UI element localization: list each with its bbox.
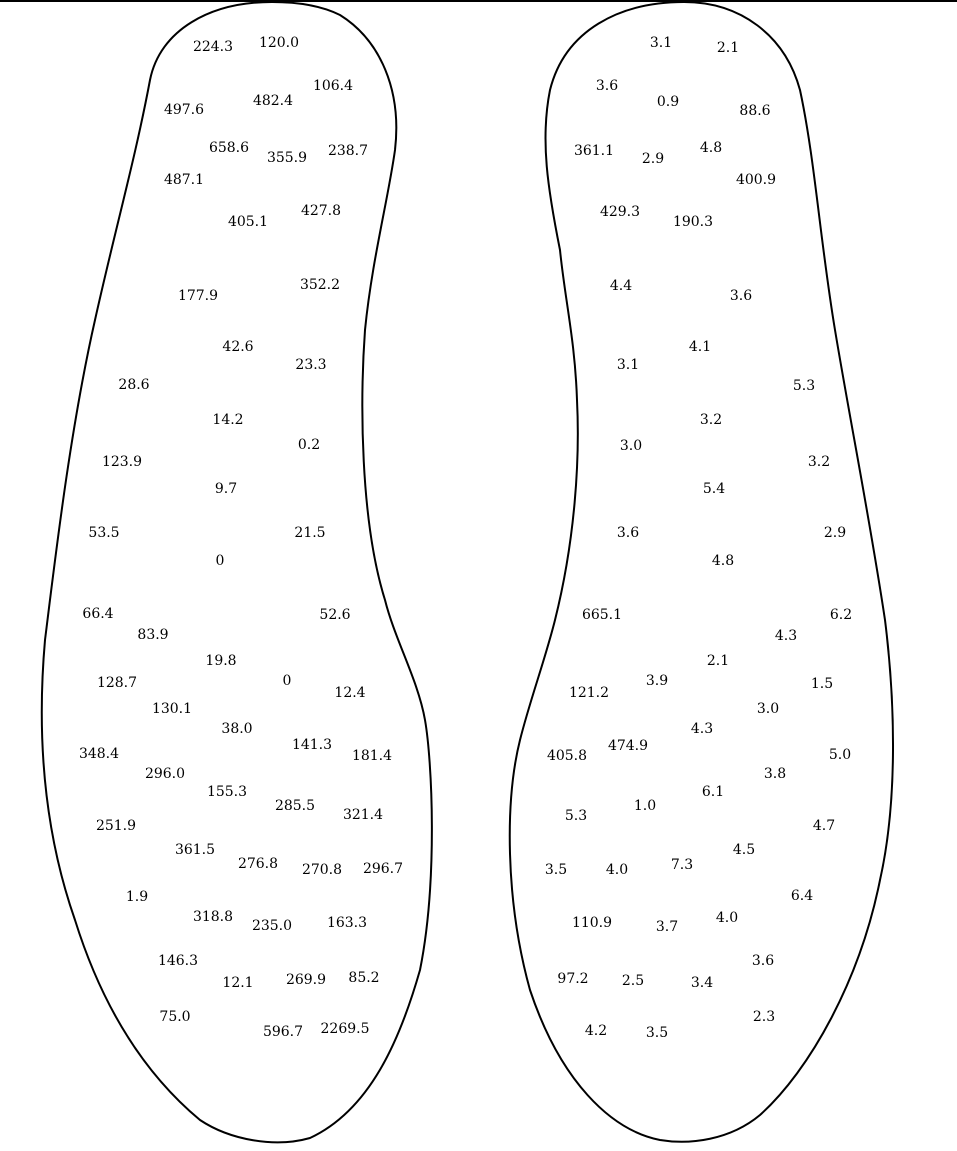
left-foot-value-55: 2269.5 — [320, 1021, 370, 1037]
left-foot-value-19: 123.9 — [101, 454, 143, 470]
right-foot-value-51: 3.4 — [690, 975, 714, 991]
right-foot-value-36: 3.8 — [763, 766, 787, 782]
right-foot-value-40: 4.7 — [812, 818, 836, 834]
left-foot-value-21: 53.5 — [88, 525, 120, 541]
right-foot-value-14: 4.1 — [688, 339, 712, 355]
left-foot-value-48: 163.3 — [326, 915, 368, 931]
right-foot-value-10: 429.3 — [599, 204, 641, 220]
right-foot-value-25: 6.2 — [829, 607, 853, 623]
right-foot-values — [545, 35, 852, 1041]
left-foot-value-35: 181.4 — [351, 748, 393, 764]
right-foot-value-17: 3.2 — [699, 412, 723, 428]
right-foot-value-50: 2.5 — [621, 973, 645, 989]
left-foot-value-6: 658.6 — [208, 140, 250, 156]
right-foot-value-6: 361.1 — [573, 143, 615, 159]
right-foot-value-35: 5.0 — [828, 747, 852, 763]
right-foot-value-43: 4.0 — [605, 862, 629, 878]
left-foot-value-44: 296.7 — [362, 861, 404, 877]
left-foot-value-5: 482.4 — [252, 93, 294, 109]
right-foot-value-4: 0.9 — [656, 94, 680, 110]
left-foot-value-12: 177.9 — [177, 288, 219, 304]
left-foot-value-42: 276.8 — [237, 856, 279, 872]
right-foot-value-12: 4.4 — [609, 278, 633, 294]
left-foot-value-22: 21.5 — [294, 525, 326, 541]
left-foot-value-39: 321.4 — [342, 807, 384, 823]
right-foot-value-2: 2.1 — [716, 40, 740, 56]
left-foot-value-51: 269.9 — [285, 972, 327, 988]
left-foot-value-14: 42.6 — [222, 339, 254, 355]
left-foot-value-27: 19.8 — [205, 653, 237, 669]
left-foot-value-38: 285.5 — [274, 798, 316, 814]
right-foot-value-9: 400.9 — [735, 172, 777, 188]
right-foot-value-31: 3.0 — [756, 701, 780, 717]
right-foot-value-44: 7.3 — [670, 857, 694, 873]
left-foot-value-20: 9.7 — [214, 481, 238, 497]
right-foot-value-20: 5.4 — [702, 481, 726, 497]
right-foot-value-7: 2.9 — [641, 151, 665, 167]
left-foot-value-47: 235.0 — [251, 918, 293, 934]
left-foot-value-4: 497.6 — [163, 102, 205, 118]
left-foot-value-41: 361.5 — [174, 842, 216, 858]
right-foot-value-8: 4.8 — [699, 140, 723, 156]
right-foot-value-30: 1.5 — [810, 676, 834, 692]
right-foot-value-53: 4.2 — [584, 1023, 608, 1039]
right-foot-value-27: 2.1 — [706, 653, 730, 669]
right-foot-value-22: 2.9 — [823, 525, 847, 541]
right-foot-value-55: 2.3 — [752, 1009, 776, 1025]
left-foot-value-7: 355.9 — [266, 150, 308, 166]
left-foot-value-52: 85.2 — [348, 970, 380, 986]
right-foot-value-28: 3.9 — [645, 673, 669, 689]
right-foot-value-3: 3.6 — [595, 78, 619, 94]
left-foot-value-53: 75.0 — [159, 1009, 191, 1025]
right-foot-value-34: 405.8 — [546, 748, 588, 764]
right-foot-value-21: 3.6 — [616, 525, 640, 541]
left-foot-value-10: 405.1 — [227, 214, 269, 230]
left-foot-value-2: 120.0 — [258, 35, 300, 51]
left-foot-value-18: 0.2 — [297, 437, 321, 453]
right-foot-value-47: 3.7 — [655, 919, 679, 935]
left-foot-value-49: 146.3 — [157, 953, 199, 969]
left-foot-value-9: 487.1 — [163, 172, 205, 188]
right-foot-value-24: 665.1 — [581, 607, 623, 623]
left-foot-value-37: 155.3 — [206, 784, 248, 800]
left-foot-value-24: 66.4 — [82, 606, 114, 622]
left-foot-value-25: 52.6 — [319, 607, 351, 623]
right-foot-value-33: 474.9 — [607, 738, 649, 754]
right-foot-value-29: 121.2 — [568, 685, 610, 701]
left-foot-value-1: 224.3 — [192, 39, 234, 55]
right-foot-value-19: 3.2 — [807, 454, 831, 470]
right-foot-value-1: 3.1 — [649, 35, 673, 51]
left-foot-value-3: 106.4 — [312, 78, 354, 94]
left-foot-value-30: 12.4 — [334, 685, 366, 701]
right-foot-value-11: 190.3 — [672, 214, 714, 230]
right-foot-value-46: 110.9 — [571, 915, 613, 931]
right-foot-value-52: 3.6 — [751, 953, 775, 969]
left-foot-value-15: 23.3 — [295, 357, 327, 373]
left-foot-value-34: 141.3 — [291, 737, 333, 753]
right-foot-value-42: 3.5 — [544, 862, 568, 878]
right-foot-value-18: 3.0 — [619, 438, 643, 454]
left-foot-value-16: 28.6 — [118, 377, 150, 393]
right-foot-value-48: 4.0 — [715, 910, 739, 926]
left-foot-value-11: 427.8 — [300, 203, 342, 219]
left-foot-value-32: 38.0 — [221, 721, 253, 737]
left-foot-value-29: 0 — [282, 673, 292, 689]
left-foot-value-8: 238.7 — [327, 143, 369, 159]
left-foot-value-28: 128.7 — [96, 675, 138, 691]
right-foot-value-15: 3.1 — [616, 357, 640, 373]
right-foot-value-37: 6.1 — [701, 784, 725, 800]
right-foot-value-32: 4.3 — [690, 721, 714, 737]
left-foot-value-36: 296.0 — [144, 766, 186, 782]
left-foot-value-13: 352.2 — [299, 277, 341, 293]
left-foot-value-50: 12.1 — [222, 975, 254, 991]
right-foot-value-16: 5.3 — [792, 378, 816, 394]
left-foot-value-31: 130.1 — [151, 701, 193, 717]
left-foot-value-23: 0 — [215, 553, 225, 569]
left-foot-value-54: 596.7 — [262, 1024, 304, 1040]
right-foot-value-38: 1.0 — [633, 798, 657, 814]
left-foot-value-43: 270.8 — [301, 862, 343, 878]
right-foot-value-39: 5.3 — [564, 808, 588, 824]
right-foot-value-13: 3.6 — [729, 288, 753, 304]
left-foot-value-40: 251.9 — [95, 818, 137, 834]
right-foot-value-54: 3.5 — [645, 1025, 669, 1041]
right-foot-value-26: 4.3 — [774, 628, 798, 644]
right-foot-value-23: 4.8 — [711, 553, 735, 569]
right-foot-value-45: 6.4 — [790, 888, 814, 904]
left-foot-value-45: 1.9 — [125, 889, 149, 905]
right-foot-value-49: 97.2 — [557, 971, 589, 987]
left-foot-value-26: 83.9 — [137, 627, 169, 643]
right-foot-value-41: 4.5 — [732, 842, 756, 858]
right-foot-value-5: 88.6 — [739, 103, 771, 119]
left-foot-value-33: 348.4 — [78, 746, 120, 762]
left-foot-value-46: 318.8 — [192, 909, 234, 925]
left-foot-value-17: 14.2 — [212, 412, 244, 428]
